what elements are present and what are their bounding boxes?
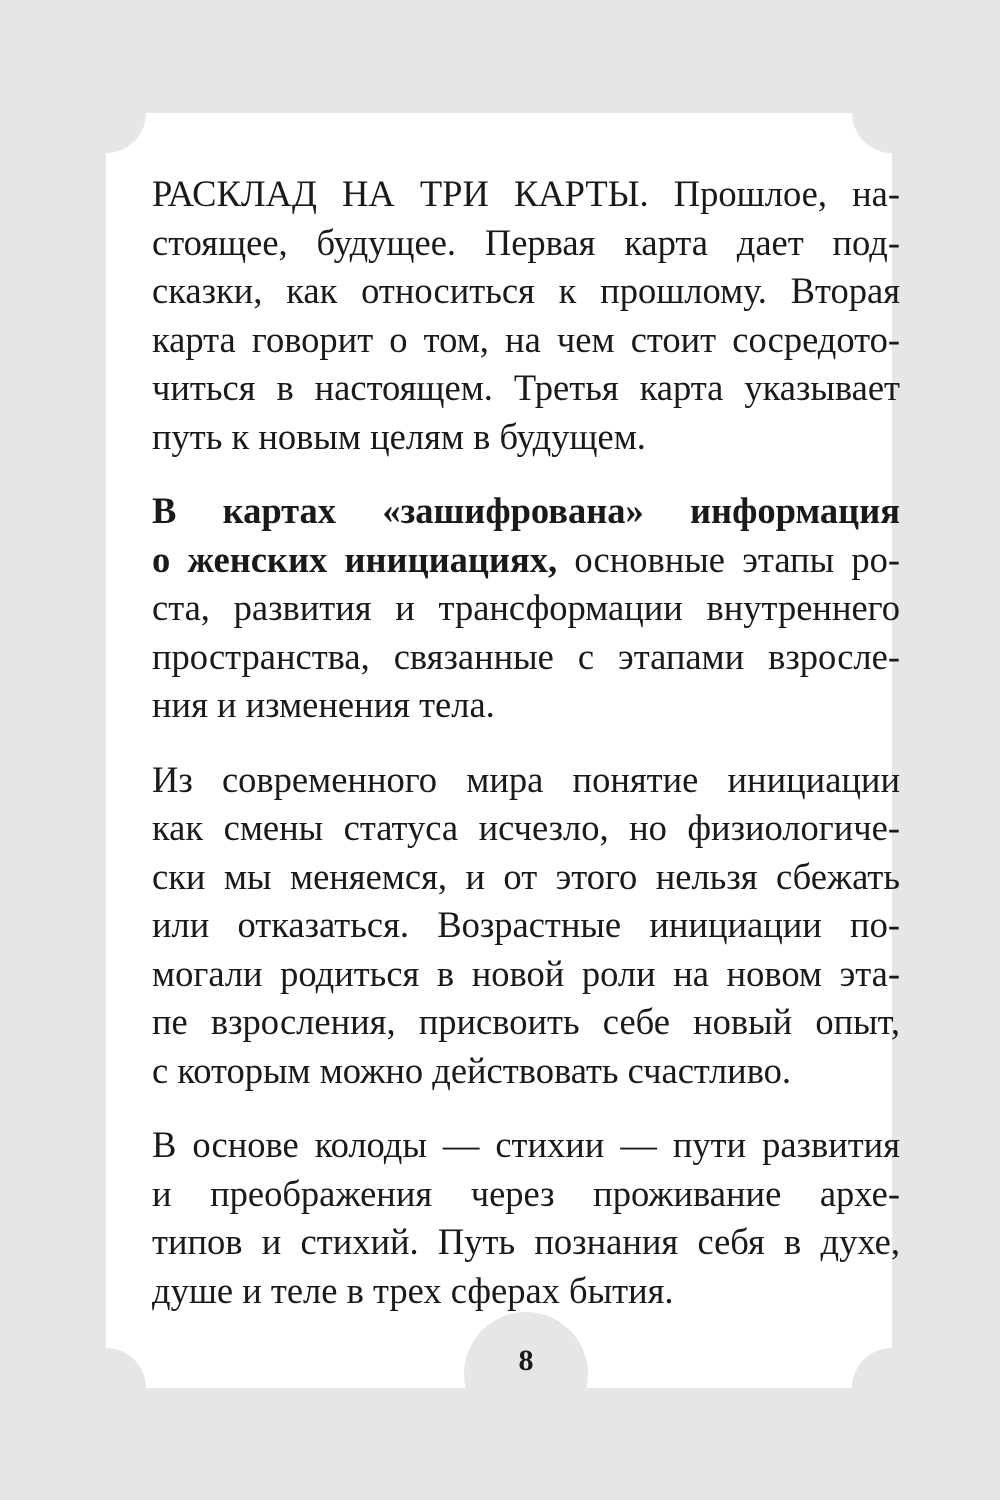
- card-corner-notch: [66, 1348, 146, 1428]
- text-line: пе взросления, присвоить себе новый опыт,: [152, 1001, 900, 1042]
- text-line: ски мы меняемся, и от этого нельзя сбежать: [152, 855, 900, 897]
- paragraph-initiations: [152, 487, 900, 730]
- text-line: В основе колоды — стихии — пути развития: [152, 1124, 900, 1165]
- card-corner-notch: [852, 1348, 932, 1428]
- text-line: сказки, как относиться к прошлому. Вторая: [152, 270, 900, 311]
- card-corner-notch: [852, 73, 932, 153]
- text-line: типов и стихий. Путь познания себя в духе,: [152, 1221, 900, 1262]
- text-line: пространства, связанные с этапами взросле-: [152, 635, 900, 677]
- text-line-mixed: [152, 536, 900, 585]
- text-line: читься в настоящем. Третья карта указывает: [152, 367, 900, 408]
- paragraph-deck-basis: [152, 1121, 900, 1315]
- text-line: карта говорит о том, на чем стоит сосредото-: [152, 318, 900, 360]
- text-line: РАСКЛАД НА ТРИ КАРТЫ. Прошлое, на-: [152, 173, 900, 214]
- text-line: путь к новым целям в будущем.: [152, 415, 646, 457]
- text-line: ния и изменения тела.: [152, 684, 495, 725]
- text-line-bold: В картах «зашифрована» информация: [152, 490, 900, 531]
- text-line: могали родиться в новой роли на новом эта-: [152, 952, 900, 994]
- text-line: душе и теле в трех сферах бытия.: [152, 1269, 674, 1311]
- paragraph-three-card-spread: [152, 170, 900, 461]
- text-line: ста, развития и трансформации внутреннего: [152, 587, 900, 628]
- card-corner-notch: [66, 73, 146, 153]
- page-body: [152, 170, 900, 1341]
- text-fragment: основные этапы ро-: [574, 538, 901, 580]
- text-line: стоящее, будущее. Первая карта дает под-: [152, 221, 900, 263]
- paragraph-modern-world: [152, 756, 900, 1096]
- text-line: как смены статуса исчезло, но физиологиче-: [152, 807, 900, 848]
- text-line: Из современного мира понятие инициации: [152, 758, 900, 800]
- text-line: или отказаться. Возрастные инициации по-: [152, 904, 900, 945]
- page-number: 8: [518, 1344, 534, 1377]
- text-line: и преображения через проживание архе-: [152, 1172, 900, 1214]
- text-line: с которым можно действовать счастливо.: [152, 1049, 792, 1091]
- bold-phrase: о женских инициациях,: [152, 538, 558, 580]
